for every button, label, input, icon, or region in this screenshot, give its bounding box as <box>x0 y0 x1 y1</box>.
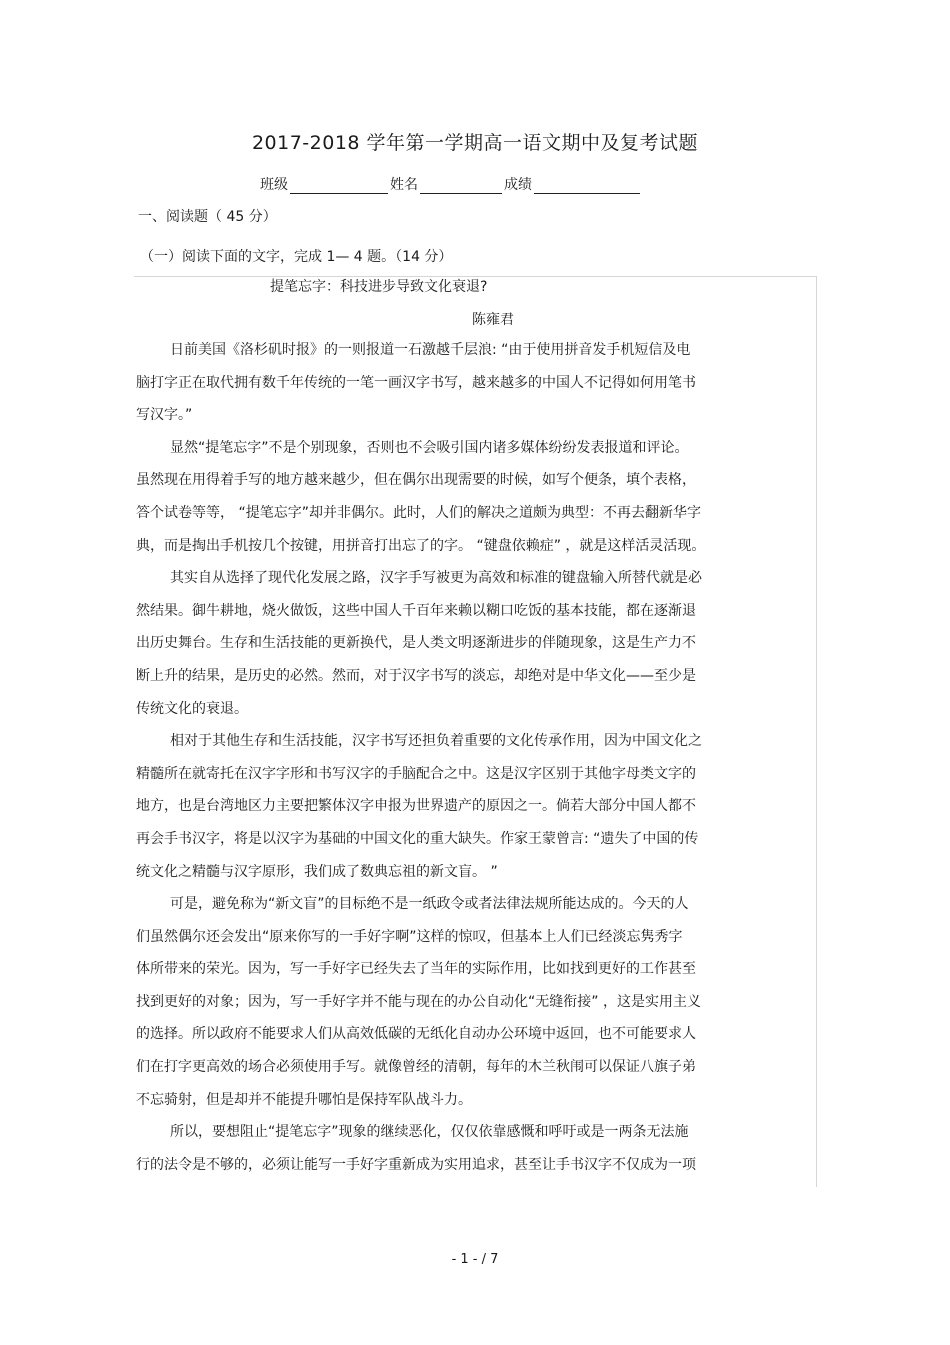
section-heading: 一、阅读题（ 45 分） <box>138 209 277 225</box>
name-blank[interactable] <box>420 179 502 194</box>
article-line: 所以，要想阻止“提笔忘字”现象的继续恶化，仅仅依靠感慨和呼吁或是一两条无法施 <box>170 1124 689 1141</box>
article-title: 提笔忘字：科技进步导致文化衰退? <box>270 279 488 295</box>
student-info-row <box>260 174 642 194</box>
article-line: 脑打字正在取代拥有数千年传统的一笔一画汉字书写，越来越多的中国人不记得如何用笔书 <box>136 374 696 391</box>
article-line: 虽然现在用得着手写的地方越来越少，但在偶尔出现需要的时候，如写个便条，填个表格， <box>136 472 696 489</box>
page-number: - 1 - / 7 <box>451 1252 499 1267</box>
class-label: 班级 <box>260 177 288 193</box>
article-author: 陈雍君 <box>472 312 514 328</box>
article-line: 的选择。所以政府不能要求人们从高效低碳的无纸化自动办公环境中返回，也不可能要求人 <box>136 1026 696 1043</box>
exam-title: 2017-2018 学年第一学期高一语文期中及复考试题 <box>251 132 699 154</box>
article-line: 出历史舞台。生存和生活技能的更新换代，是人类文明逐渐进步的伴随现象，这是生产力不 <box>136 635 696 652</box>
name-label: 姓名 <box>390 177 418 193</box>
article-line: 们在打字更高效的场合必须使用手写。就像曾经的清朝，每年的木兰秋闱可以保证八旗子弟 <box>136 1059 696 1076</box>
score-label: 成绩 <box>504 177 532 193</box>
article-line: 不忘骑射，但是却并不能提升哪怕是保持军队战斗力。 <box>136 1091 472 1108</box>
article-line: 可是，避免称为“新文盲”的目标绝不是一纸政令或者法律法规所能达成的。今天的人 <box>170 896 689 913</box>
article-line: 地方，也是台湾地区力主要把繁体汉字申报为世界遗产的原因之一。倘若大部分中国人都不 <box>136 798 696 815</box>
article-line: 然结果。御牛耕地，烧火做饭，这些中国人千百年来赖以糊口吃饭的基本技能，都在逐渐退 <box>136 602 696 619</box>
article-line: 行的法令是不够的，必须让能写一手好字重新成为实用追求，甚至让手书汉字不仅成为一项 <box>136 1156 696 1173</box>
article-line: 体所带来的荣光。因为，写一手好字已经失去了当年的实际作用，比如找到更好的工作甚至 <box>136 961 696 978</box>
article-line: 其实自从选择了现代化发展之路，汉字手写被更为高效和标准的键盘输入所替代就是必 <box>170 570 702 587</box>
article-line: 日前美国《洛杉矶时报》的一则报道一石激越千层浪: “由于使用拼音发手机短信及电 <box>170 342 691 358</box>
article-line: 断上升的结果，是历史的必然。然而，对于汉字书写的淡忘，却绝对是中华文化——至少是 <box>136 667 696 684</box>
score-blank[interactable] <box>534 179 640 194</box>
article-line: 传统文化的衰退。 <box>136 700 248 717</box>
article-line: 们虽然偶尔还会发出“原来你写的一手好字啊”这样的惊叹，但基本上人们已经淡忘隽秀字 <box>136 928 683 945</box>
article-line: 答个试卷等等， “提笔忘字”却并非偶尔。此时，人们的解决之道颇为典型：不再去翻新华字 <box>136 504 701 521</box>
article-line: 找到更好的对象；因为，写一手好字并不能与现在的办公自动化“无缝衔接” ，这是实用主义 <box>136 993 701 1010</box>
article-line: 再会手书汉字，将是以汉字为基础的中国文化的重大缺失。作家王蒙曾言: “遗失了中国的传 <box>136 830 699 847</box>
class-blank[interactable] <box>290 179 388 194</box>
article-line: 统文化之精髓与汉字原形，我们成了数典忘祖的新文盲。 ” <box>136 863 498 880</box>
article-line: 显然“提笔忘字”不是个别现象，否则也不会吸引国内诸多媒体纷纷发表报道和评论。 <box>170 439 689 456</box>
article-body <box>136 340 816 1187</box>
article-line: 相对于其他生存和生活技能，汉字书写还担负着重要的文化传承作用，因为中国文化之 <box>170 733 702 750</box>
article-line: 典，而是掏出手机按几个按键，用拼音打出忘了的字。 “键盘依赖症” ，就是这样活灵活现。 <box>136 537 706 554</box>
article-line: 写汉字。” <box>136 407 193 424</box>
article-line: 精髓所在就寄托在汉字字形和书写汉字的手脑配合之中。这是汉字区别于其他字母类文字的 <box>136 765 696 782</box>
subsection-heading: （一）阅读下面的文字，完成 1— 4 题。（14 分） <box>140 249 453 265</box>
